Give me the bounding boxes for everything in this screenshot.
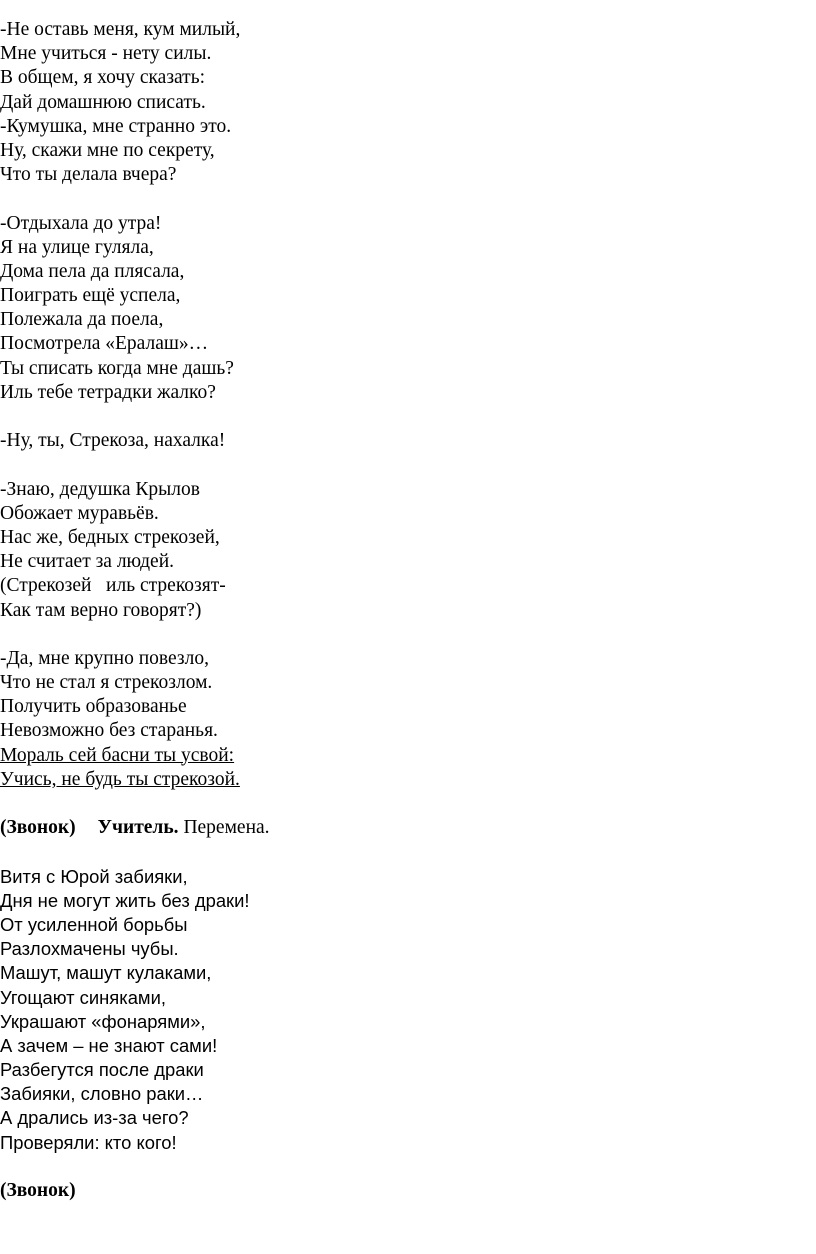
document-page: [0, 18, 816, 1203]
text-line: Обожает муравьёв.: [0, 502, 159, 524]
text-line: Машут, машут кулаками,: [0, 962, 212, 984]
moral-line: Учись, не будь ты стрекозой.: [0, 768, 240, 790]
text-line: -Знаю, дедушка Крылов: [0, 478, 200, 500]
text-line: Полежала да поела,: [0, 309, 164, 331]
text-line: Получить образованье: [0, 696, 187, 718]
text-line: Как там верно говорят?): [0, 599, 202, 621]
text-line: Разбегутся после драки: [0, 1059, 204, 1081]
text-line: Дай домашнюю списать.: [0, 91, 206, 113]
text-line: А дрались из-за чего?: [0, 1107, 189, 1129]
text-line: -Кумушка, мне странно это.: [0, 115, 232, 137]
text-line: Разлохмачены чубы.: [0, 938, 179, 960]
text-line: Дома пела да плясала,: [0, 260, 185, 282]
text-line: -Отдыхала до утра!: [0, 212, 162, 234]
stanza-gap: [0, 453, 816, 477]
text-line: От усиленной борьбы: [0, 913, 188, 935]
moral-line: Мораль сей басни ты усвой:: [0, 744, 235, 766]
stage-direction: [0, 816, 816, 840]
stanza-gap: [0, 623, 816, 647]
stanza-1: [0, 18, 816, 187]
text-line: Не считает за людей.: [0, 551, 175, 573]
text-line: -Да, мне крупно повезло,: [0, 647, 209, 669]
stanza-gap: [0, 840, 816, 864]
text-line: Дня не могут жить без драки!: [0, 889, 250, 911]
stanza-gap: [0, 792, 816, 816]
cue-text: Перемена.: [178, 817, 270, 839]
text-line: Ты списать когда мне дашь?: [0, 357, 234, 379]
text-line: Невозможно без старанья.: [0, 720, 218, 742]
stanza-gap: [0, 1155, 816, 1179]
text-line: Что не стал я стрекозлом.: [0, 672, 213, 694]
text-line: В общем, я хочу сказать:: [0, 67, 206, 89]
stanza-2: [0, 212, 816, 406]
text-line: -Ну, ты, Стрекоза, нахалка!: [0, 430, 226, 452]
bell-cue: (Звонок): [0, 1180, 76, 1201]
text-line: Нас же, бедных стрекозей,: [0, 526, 220, 548]
text-line: Я на улице гуляла,: [0, 236, 154, 258]
stage-direction: [0, 1179, 816, 1203]
text-line: Мне учиться - нету силы.: [0, 43, 212, 65]
text-line: (Стрекозей иль стрекозят-: [0, 575, 226, 597]
stanza-gap: [0, 187, 816, 211]
text-line: Витя с Юрой забияки,: [0, 865, 188, 887]
text-line: Поиграть ещё успела,: [0, 285, 181, 307]
text-line: Что ты делала вчера?: [0, 164, 177, 186]
text-line: Посмотрела «Ералаш»…: [0, 333, 209, 355]
text-line: -Не оставь меня, кум милый,: [0, 19, 241, 40]
stanza-3: [0, 429, 816, 453]
stanza-4: [0, 478, 816, 623]
text-line: Ну, скажи мне по секрету,: [0, 139, 215, 161]
bell-cue: (Звонок): [0, 817, 76, 839]
text-line: А зачем – не знают сами!: [0, 1034, 218, 1056]
text-line: Забияки, словно раки…: [0, 1083, 204, 1105]
stanza-6: [0, 865, 816, 1155]
text-line: Проверяли: кто кого!: [0, 1131, 177, 1153]
speaker-label: Учитель.: [97, 817, 179, 839]
stanza-5: [0, 647, 816, 792]
text-line: Угощают синяками,: [0, 986, 166, 1008]
text-line: Украшают «фонарями»,: [0, 1010, 206, 1032]
stanza-gap: [0, 405, 816, 429]
text-line: Иль тебе тетрадки жалко?: [0, 381, 216, 403]
